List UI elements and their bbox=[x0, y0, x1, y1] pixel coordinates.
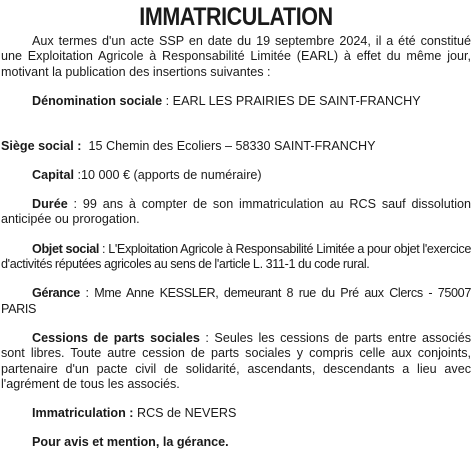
field-value: EARL LES PRAIRIES DE SAINT-FRANCHY bbox=[172, 94, 421, 109]
field-value: L'Exploitation Agricole à Responsabilité Limitée a pour objet l'exercice d'activités réputées agricoles au sens de l'article L. 311-1 du code rural. bbox=[1, 241, 471, 272]
field-label: Dénomination sociale bbox=[32, 94, 163, 109]
field-value: RCS de NEVERS bbox=[136, 406, 237, 421]
field-value: 99 ans à compter de son immatriculation au RCS sauf dissolution anticipée ou prorogation. bbox=[1, 197, 472, 227]
field-immatriculation bbox=[1, 406, 471, 421]
field-cessions bbox=[1, 331, 471, 393]
field-value: 10 000 € (apports de numéraire) bbox=[81, 167, 262, 182]
field-separator: : bbox=[67, 197, 83, 212]
field-separator: : bbox=[74, 167, 81, 182]
field-denomination bbox=[1, 94, 471, 109]
field-separator: : bbox=[162, 94, 173, 109]
notice-title: IMMATRICULATION bbox=[139, 3, 333, 31]
closing-line: Pour avis et mention, la gérance. bbox=[32, 435, 229, 450]
field-label: Objet social bbox=[32, 241, 100, 256]
intro-paragraph: Aux termes d'un acte SSP en date du 19 septembre 2024, il a été constitué une Exploitation Agricole à Responsabilité Limitée (EARL) à effet du même jour, motivant la publication des insertions suivantes : bbox=[1, 34, 471, 79]
field-label: Cessions de parts sociales bbox=[32, 330, 200, 345]
field-value: Seules les cessions de parts entre associés sont libres. Toute autre cession de parts sociales y compris celle aux conjoints, partenaire d'un pacte civil de solidarité, ascendants, descendants a lieu avec l'agrément de tous les associés. bbox=[1, 330, 471, 392]
field-separator: : bbox=[199, 330, 215, 345]
field-separator: : bbox=[79, 286, 95, 301]
field-label: Durée bbox=[32, 197, 68, 212]
field-label: Capital bbox=[32, 167, 74, 182]
field-duree bbox=[1, 197, 471, 228]
field-objet-social bbox=[1, 242, 471, 273]
field-separator: : bbox=[99, 241, 109, 256]
field-gerance bbox=[1, 286, 471, 317]
legal-notice bbox=[0, 2, 473, 451]
field-capital bbox=[1, 168, 471, 183]
field-siege bbox=[1, 123, 471, 154]
field-label: Immatriculation : bbox=[32, 406, 134, 421]
field-label: Gérance bbox=[32, 286, 80, 301]
field-value: Mme Anne KESSLER, demeurant 8 rue du Pré aux Clercs - 75007 PARIS bbox=[1, 286, 471, 316]
field-separator bbox=[82, 139, 89, 153]
field-label: Siège social : bbox=[1, 138, 82, 153]
field-value: 15 Chemin des Ecoliers – 58330 SAINT-FRANCHY bbox=[88, 138, 376, 153]
